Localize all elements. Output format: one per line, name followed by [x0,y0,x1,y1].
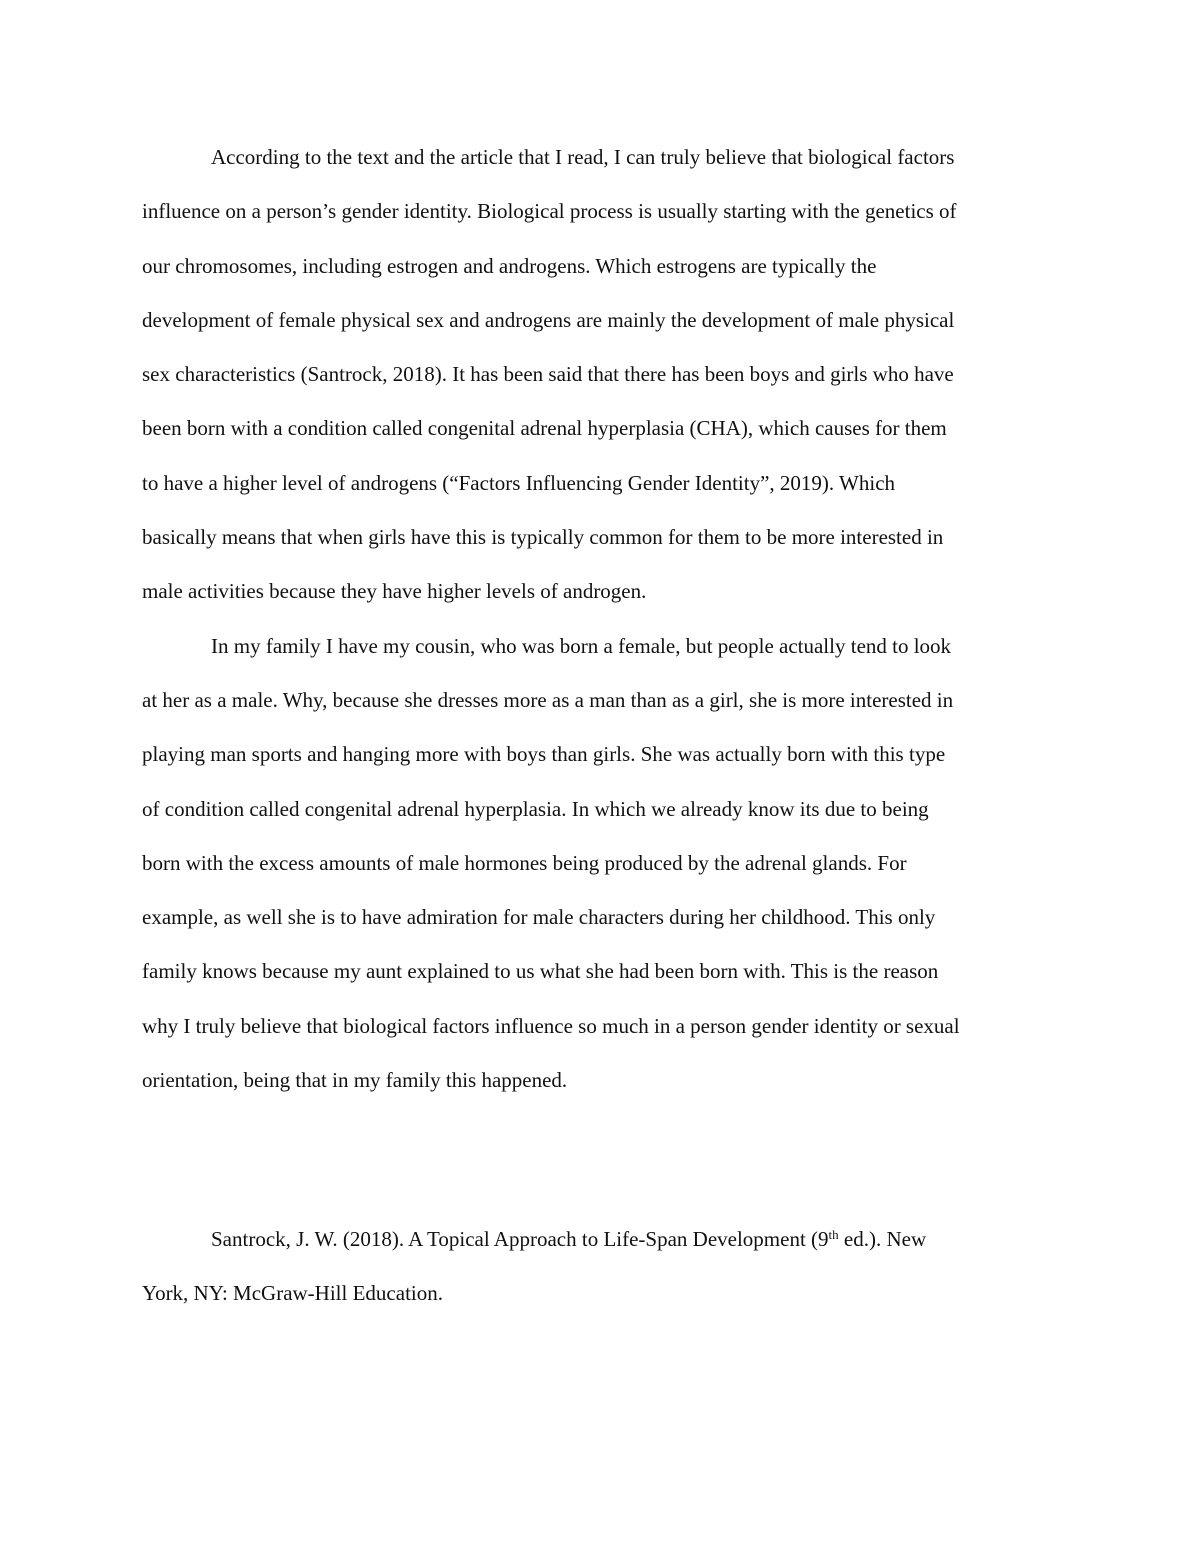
paragraph-2-line-7: family knows because my aunt explained to us what she had been born with. This is the reason [142,959,939,984]
reference-line-1 [142,1212,1072,1266]
paragraph-1-line-6: been born with a condition called congenital adrenal hyperplasia (CHA), which causes for them [142,416,947,441]
paragraph-2-line-4: of condition called congenital adrenal hyperplasia. In which we already know its due to being [142,796,929,821]
paragraph-2-line-3: playing man sports and hanging more with boys than girls. She was actually born with this type [142,742,946,767]
essay-body [142,130,1072,1107]
paragraph-1-line-1: According to the text and the article that I read, I can truly believe that biological factors [211,145,955,169]
paragraph-2-line-1: In my family I have my cousin, who was born a female, but people actually tend to look [211,633,952,658]
paragraph-2-line-6: example, as well she is to have admiration for male characters during her childhood. This only [142,905,936,930]
paragraph-1-line-4: development of female physical sex and androgens are mainly the development of male physical [142,307,955,332]
paragraph-2-line-2: at her as a male. Why, because she dresses more as a man than as a girl, she is more interested in [142,687,954,712]
reference-citation-text: Santrock, J. W. (2018). A Topical Approach to Life-Span Development (9 [211,1227,829,1251]
edition-superscript: th [828,1227,839,1242]
reference-citation-continuation: ed.). New [838,1227,927,1251]
paragraph-1-line-9: male activities because they have higher levels of androgen. [142,579,647,604]
reference-entry [142,1212,1072,1321]
paragraph-2-line-5: born with the excess amounts of male hormones being produced by the adrenal glands. For [142,850,907,875]
paragraph-1-line-7: to have a higher level of androgens (“Factors Influencing Gender Identity”, 2019). Which [142,470,896,495]
paragraph-1-line-8: basically means that when girls have this is typically common for them to be more interested in [142,525,944,550]
paragraph-1-line-3: our chromosomes, including estrogen and androgens. Which estrogens are typically the [142,253,877,278]
paragraph-2-line-8: why I truly believe that biological factors influence so much in a person gender identity or sexual [142,1013,960,1038]
paragraph-2-line-9: orientation, being that in my family this happened. [142,1068,568,1093]
reference-line-2: York, NY: McGraw-Hill Education. [142,1281,443,1306]
paragraph-1-line-2: influence on a person’s gender identity. Biological process is usually starting with the genetics of [142,199,957,224]
paragraph-1-line-5: sex characteristics (Santrock, 2018). It has been said that there has been boys and girls who have [142,362,954,387]
